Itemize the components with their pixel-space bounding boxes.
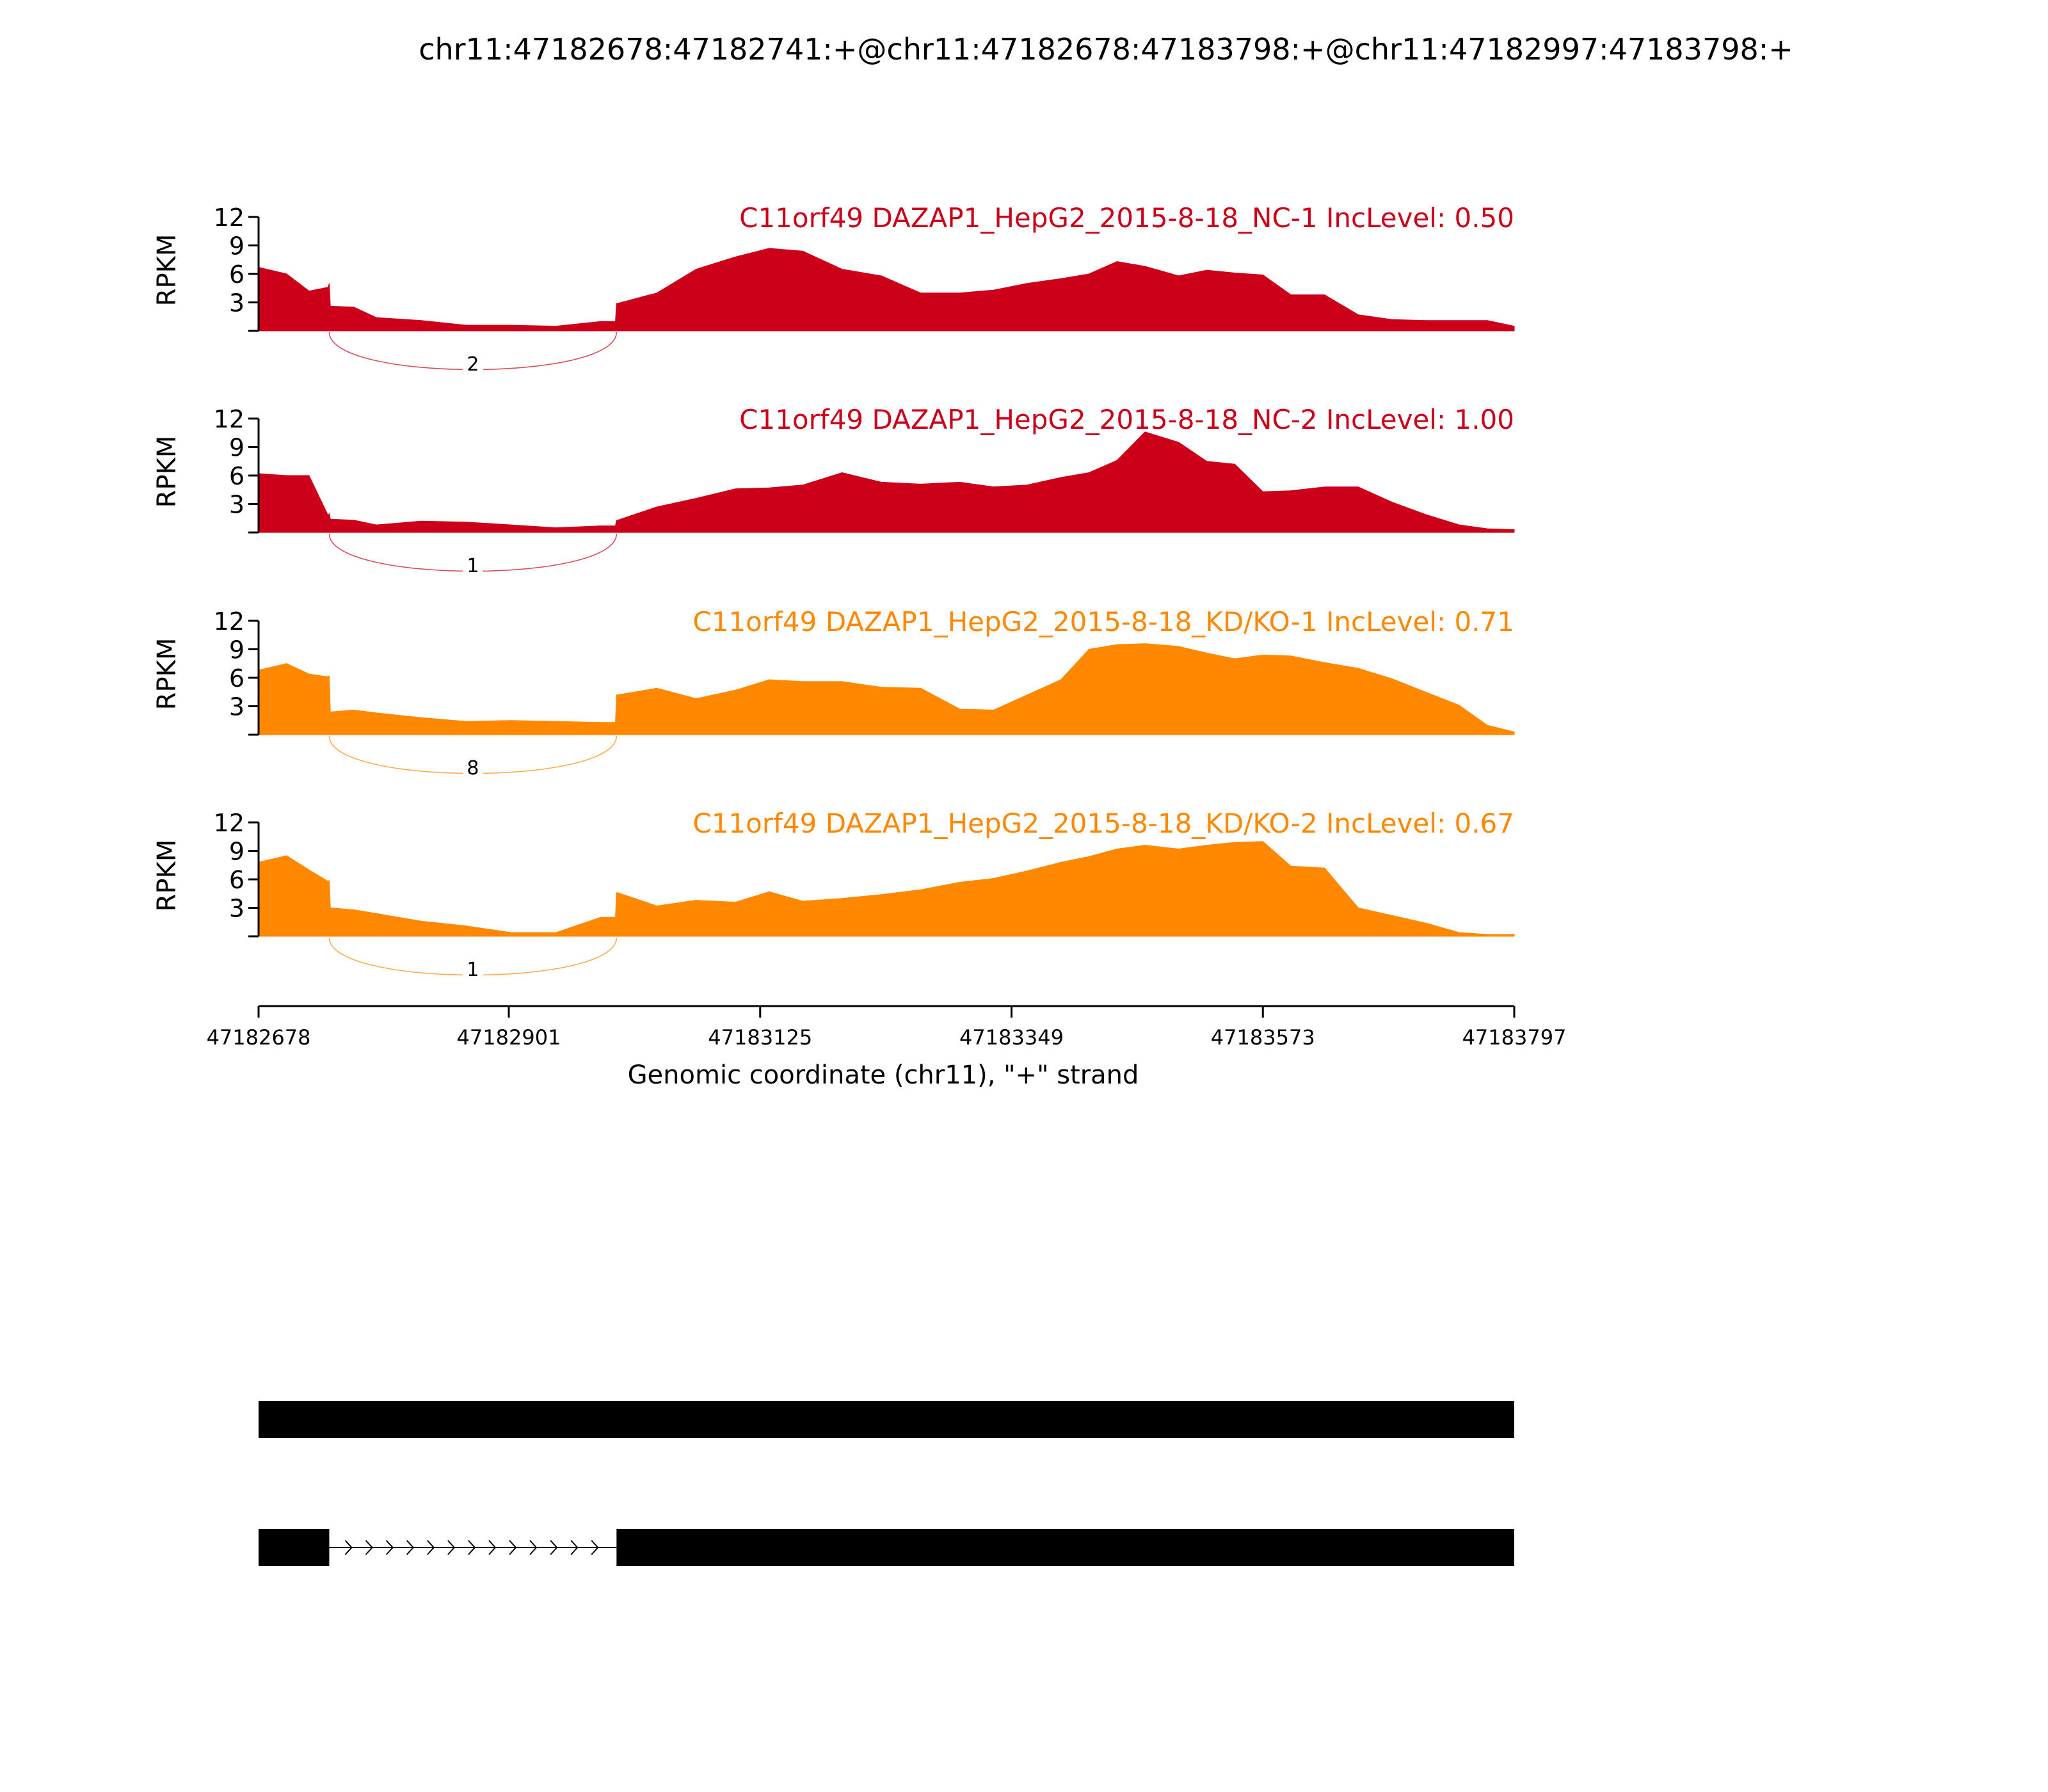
y-tick-label: 12 xyxy=(213,405,244,433)
y-tick-label: 3 xyxy=(228,289,244,317)
x-tick-label: 47183573 xyxy=(1210,1025,1315,1050)
y-tick-label: 6 xyxy=(228,462,244,490)
x-tick-label: 47183125 xyxy=(708,1025,813,1050)
y-tick-label: 6 xyxy=(228,664,244,692)
exon-block xyxy=(259,1529,329,1566)
series-label: C11orf49 DAZAP1_HepG2_2015-8-18_KD/KO-1 IncLevel: 0.71 xyxy=(692,606,1514,637)
series-label: C11orf49 DAZAP1_HepG2_2015-8-18_NC-1 IncLevel: 0.50 xyxy=(739,202,1514,234)
y-tick-label: 12 xyxy=(213,809,244,837)
y-tick-label: 12 xyxy=(213,607,244,636)
junction-count: 8 xyxy=(467,757,479,780)
x-axis-label: Genomic coordinate (chr11), "+" strand xyxy=(627,1060,1139,1090)
y-axis-label: RPKM xyxy=(152,435,182,508)
y-tick-label: 3 xyxy=(228,894,244,923)
y-tick-label: 9 xyxy=(228,232,244,260)
y-tick-label: 9 xyxy=(228,837,244,866)
series-label: C11orf49 DAZAP1_HepG2_2015-8-18_NC-2 IncLevel: 1.00 xyxy=(739,404,1514,435)
x-tick-label: 47182678 xyxy=(206,1025,311,1050)
junction-count: 1 xyxy=(467,959,479,981)
y-axis-label: RPKM xyxy=(152,234,182,307)
y-tick-label: 3 xyxy=(228,692,244,721)
exon-block xyxy=(616,1529,1514,1566)
x-tick-label: 47183349 xyxy=(959,1025,1064,1050)
isoform-track xyxy=(259,1401,1514,1438)
y-tick-label: 3 xyxy=(228,490,244,519)
junction-count: 2 xyxy=(467,353,479,376)
x-tick-label: 47183797 xyxy=(1462,1025,1567,1050)
x-tick-label: 47182901 xyxy=(456,1025,561,1050)
y-tick-label: 9 xyxy=(228,636,244,664)
junction-count: 1 xyxy=(467,555,479,577)
y-tick-label: 12 xyxy=(213,204,244,232)
series-label: C11orf49 DAZAP1_HepG2_2015-8-18_KD/KO-2 IncLevel: 0.67 xyxy=(692,808,1514,839)
y-tick-label: 6 xyxy=(228,260,244,289)
y-axis-label: RPKM xyxy=(152,839,182,912)
y-tick-label: 6 xyxy=(228,866,244,894)
exon-block xyxy=(259,1401,1514,1438)
y-axis-label: RPKM xyxy=(152,637,182,710)
chart-title: chr11:47182678:47182741:+@chr11:47182678:47183798:+@chr11:47182997:47183798:+ xyxy=(419,32,1793,67)
y-tick-label: 9 xyxy=(228,433,244,462)
